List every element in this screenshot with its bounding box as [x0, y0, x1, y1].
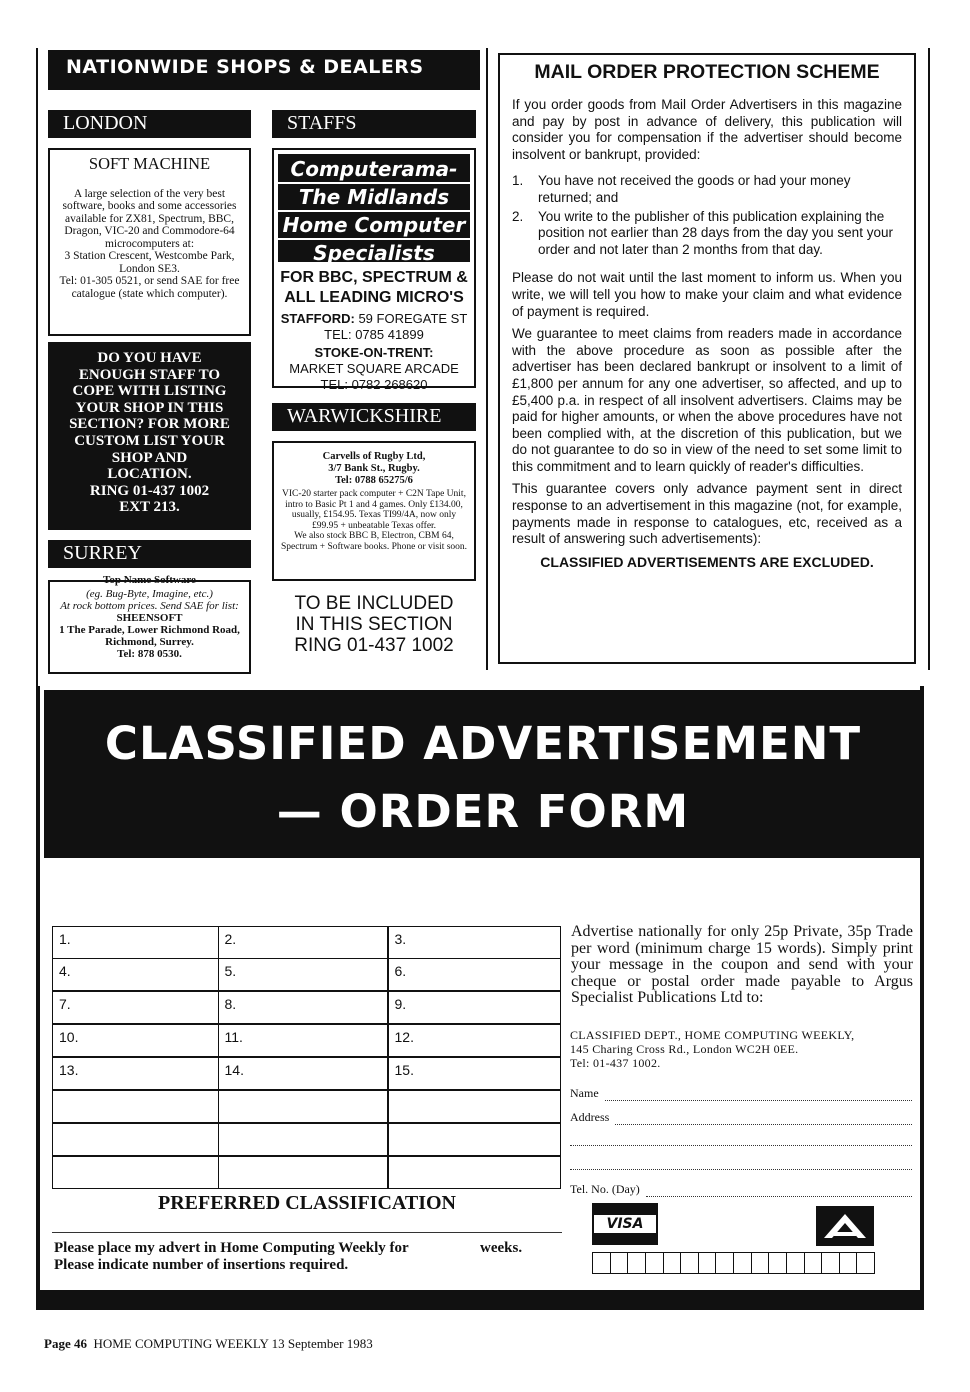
card-digit-box[interactable]: [840, 1253, 858, 1273]
london-heading: [48, 110, 251, 138]
staff-ad-line: RING 01-437 1002: [89, 482, 210, 499]
word-cell[interactable]: 5.: [218, 958, 388, 991]
include-line2: IN THIS SECTION: [295, 614, 453, 635]
word-cell[interactable]: 12.: [388, 1024, 561, 1057]
name-label: Name: [570, 1086, 599, 1100]
carvells-name: Carvells of Rugby Ltd,: [322, 451, 426, 462]
staff-ad-line: SHOP AND: [111, 449, 188, 466]
surrey-heading: [48, 540, 251, 568]
tel-line: Tel: 01-437 1002.: [570, 1056, 661, 1071]
include-line3: RING 01-437 1002: [294, 635, 454, 656]
soft-machine-address: 3 Station Crescent, Westcombe Park, London SE3.: [64, 250, 235, 275]
mops-title: MAIL ORDER PROTECTION SCHEME: [534, 61, 880, 83]
banner-line1: CLASSIFIED ADVERTISEMENT: [104, 717, 862, 770]
stoke-tel: TEL: 0782 268620: [320, 377, 428, 392]
tel-row: [570, 1182, 912, 1197]
computerama-ad: [272, 148, 476, 392]
london-heading-text: LONDON: [63, 112, 148, 134]
word-cell[interactable]: [52, 1156, 219, 1189]
card-digit-box[interactable]: [857, 1253, 874, 1273]
word-cell[interactable]: 8.: [218, 991, 388, 1024]
preferred-classification: PREFERRED CLASSIFICATION: [157, 1192, 456, 1214]
word-cell[interactable]: [218, 1090, 388, 1123]
sheensoft-legend: Top Name Software: [103, 574, 196, 586]
mops-para3: This guarantee covers only advance payment sent in direct response to an advertisement in this magazine (not, for example, payments made in response to catalogues, etc, received as a result of answering such advertisements):: [512, 481, 902, 547]
address-field-line3[interactable]: [570, 1156, 912, 1170]
logo-line: Computerama-: [278, 156, 470, 184]
mops-box: [498, 53, 916, 664]
page-number: Page 46: [44, 1336, 87, 1351]
footer-text: HOME COMPUTING WEEKLY 13 September 1983: [93, 1336, 373, 1351]
card-digit-box[interactable]: [822, 1253, 840, 1273]
surrey-heading-text: SURREY: [63, 542, 142, 564]
word-cell[interactable]: [52, 1090, 219, 1123]
insertion-line2: Please indicate number of insertions required.: [54, 1257, 349, 1273]
word-cell[interactable]: 13.: [52, 1057, 219, 1090]
mops-item-text: You write to the publisher of this publication explaining the position not earlier than 28 days from the day you sent your order and not later than 2 months from that day.: [538, 208, 893, 257]
staffs-heading-text: STAFFS: [287, 112, 357, 134]
stoke-label: STOKE-ON-TRENT:: [314, 345, 434, 360]
soft-machine-contact: Tel: 01-305 0521, or send SAE for free catalogue (state which computer).: [59, 275, 240, 300]
word-cell[interactable]: [388, 1156, 561, 1189]
mops-para2: We guarantee to meet claims from readers made in accordance with the above procedure as soon as possible after the advertiser has been declared bankrupt or insolvent to a limit of £1,800 per annum for any one advertiser, so affected, and up to £5,400 p.a. in respect of all insolvent advertisers. Claims may be paid for higher amounts, or when the above procedures have not been complied with, at the discretion of this publication, but we do not guarantee to do so in view of the need to set some limit to this commitment and to learn quickly of reader's difficulties.: [512, 326, 902, 474]
stafford-address: 59 FOREGATE ST: [358, 311, 468, 326]
card-digit-box[interactable]: [681, 1253, 699, 1273]
staff-ad-line: LOCATION.: [107, 466, 192, 483]
stafford-line: [274, 311, 474, 327]
word-cell[interactable]: 6.: [388, 958, 561, 991]
staff-ad-line: SECTION? FOR MORE: [69, 416, 230, 433]
word-cell[interactable]: [52, 1123, 219, 1156]
section-header: [48, 50, 480, 90]
word-cell[interactable]: 10.: [52, 1024, 219, 1057]
weeks-label: weeks.: [480, 1240, 523, 1256]
card-digit-box[interactable]: [664, 1253, 682, 1273]
sheensoft-ad: [48, 574, 251, 674]
insertion-text: Please place my advert in Home Computing Weekly for: [54, 1240, 409, 1256]
staff-ad-line: YOUR SHOP IN THIS: [75, 399, 224, 416]
page-footer: [44, 1336, 373, 1352]
logo-line: Specialists: [313, 241, 435, 265]
staffs-tagline2: ALL LEADING MICRO'S: [284, 289, 464, 306]
mops-item: [512, 209, 902, 259]
staff-ad: [48, 342, 251, 530]
staffs-heading: [272, 110, 476, 138]
mops-footer: CLASSIFIED ADVERTISEMENTS ARE EXCLUDED.: [540, 553, 874, 570]
address-field-line2[interactable]: [570, 1132, 912, 1146]
visa-text: VISA: [606, 1216, 644, 1232]
warwickshire-heading: [272, 403, 476, 431]
address-row: [570, 1110, 912, 1125]
card-digit-box[interactable]: [646, 1253, 664, 1273]
word-cell[interactable]: 7.: [52, 991, 219, 1024]
right-rule: [928, 48, 930, 670]
sheensoft-line1: (eg. Bug-Byte, Imagine, etc.): [86, 588, 213, 600]
tel-label: Tel. No. (Day): [570, 1182, 640, 1196]
name-row: [570, 1086, 912, 1101]
card-digit-box[interactable]: [769, 1253, 787, 1273]
mops-item-num: 2.: [512, 208, 524, 224]
word-cell[interactable]: 11.: [218, 1024, 388, 1057]
word-cell[interactable]: [218, 1123, 388, 1156]
stafford-tel: TEL: 0785 41899: [324, 327, 424, 342]
name-field[interactable]: [605, 1086, 912, 1101]
banner-line2: — ORDER FORM: [276, 785, 690, 838]
staff-ad-line: CUSTOM LIST YOUR: [74, 432, 225, 449]
access-logo: [816, 1206, 874, 1246]
card-digit-box[interactable]: [593, 1253, 611, 1273]
staffs-tagline1: FOR BBC, SPECTRUM &: [280, 269, 468, 286]
card-digit-box[interactable]: [752, 1253, 770, 1273]
dept-line: CLASSIFIED DEPT., HOME COMPUTING WEEKLY,: [570, 1028, 855, 1042]
carvells-ad: [272, 441, 476, 581]
sheensoft-address: 1 The Parade, Lower Richmond Road, Richmond, Surrey.: [59, 624, 240, 648]
word-cell[interactable]: 14.: [218, 1057, 388, 1090]
word-cell[interactable]: [388, 1090, 561, 1123]
logo-line: Home Computer: [278, 212, 470, 240]
card-digit-box[interactable]: [699, 1253, 717, 1273]
word-cell[interactable]: 3.: [388, 926, 561, 959]
addr-line: 145 Charing Cross Rd., London WC2H 0EE.: [570, 1042, 799, 1057]
order-address: [570, 1028, 915, 1071]
carvells-body2: We also stock BBC B, Electron, CBM 64, Spectrum + Software books. Phone or visit soon.: [280, 531, 468, 552]
logo-line: The Midlands: [278, 184, 470, 212]
card-digit-box[interactable]: [787, 1253, 805, 1273]
sheensoft-name: SHEENSOFT: [116, 612, 183, 624]
word-cell[interactable]: 15.: [388, 1057, 561, 1090]
mops-item: [512, 173, 902, 206]
staff-ad-line: COPE WITH LISTING: [72, 383, 227, 400]
computerama-logo: [278, 154, 470, 265]
center-rule: [486, 48, 488, 670]
card-number-boxes[interactable]: [592, 1252, 875, 1274]
card-digit-box[interactable]: [734, 1253, 752, 1273]
mops-para1: Please do not wait until the last moment to inform us. When you write, we will tell you how to make your claim and what evidence of payment is required.: [512, 270, 902, 319]
card-digit-box[interactable]: [628, 1253, 646, 1273]
stoke-address: MARKET SQUARE ARCADE: [289, 361, 459, 376]
card-digit-box[interactable]: [716, 1253, 734, 1273]
access-icon: [816, 1206, 874, 1246]
word-cell[interactable]: 4.: [52, 958, 219, 991]
carvells-tel: Tel: 0788 65275/6: [335, 475, 413, 486]
insertion-line1: [54, 1240, 554, 1257]
card-digit-box[interactable]: [611, 1253, 629, 1273]
sheensoft-tel: Tel: 878 0530.: [117, 648, 182, 660]
include-line1: TO BE INCLUDED: [294, 593, 454, 614]
staff-ad-line: EXT 213.: [119, 499, 180, 516]
computerama-details: [274, 268, 474, 393]
visa-logo: [592, 1203, 658, 1245]
order-form-bottom-bar: [36, 1290, 924, 1310]
order-form-banner: [44, 690, 922, 858]
staff-ad-line: ENOUGH STAFF TO: [78, 366, 221, 383]
mops-intro: If you order goods from Mail Order Advertisers in this magazine and pay by post in advance of delivery, this publication will consider you for compensation if the advertiser should become insolvent or bankrupt, provided:: [512, 97, 902, 162]
mops-item-num: 1.: [512, 173, 524, 189]
card-digit-box[interactable]: [805, 1253, 823, 1273]
mops-item-text: You have not received the goods or had your money returned; and: [538, 173, 851, 205]
carvells-body: VIC-20 starter pack computer + C2N Tape Unit, intro to Basic Pt 1 and 4 games. Only £134.00, usually, £154.95. Texas TI99/4A, now only £99.95 + unbeatable Texas offer.: [282, 489, 466, 531]
section-title: NATIONWIDE SHOPS & DEALERS: [66, 56, 424, 78]
include-note: [272, 593, 476, 656]
tel-field[interactable]: [646, 1182, 912, 1197]
word-cell[interactable]: [388, 1123, 561, 1156]
word-cell[interactable]: 2.: [218, 926, 388, 959]
soft-machine-name: SOFT MACHINE: [88, 154, 211, 173]
word-cell[interactable]: [218, 1156, 388, 1189]
sheensoft-line2: At rock bottom prices. Send SAE for list:: [60, 600, 239, 612]
soft-machine-ad: [48, 148, 251, 336]
address-label: Address: [570, 1110, 610, 1124]
preferred-classification-line[interactable]: [52, 1232, 562, 1233]
stafford-label: STAFFORD:: [280, 311, 355, 326]
address-field[interactable]: [615, 1110, 912, 1125]
warwickshire-heading-text: WARWICKSHIRE: [287, 405, 442, 427]
staff-ad-line: DO YOU HAVE: [97, 350, 202, 366]
order-info: Advertise nationally for only 25p Private, 35p Trade per word (minimum charge 15 words). Simply print your message in the coupon and send with your cheque or postal order made payable to Argus Specialist Publications Ltd to:: [571, 923, 913, 1007]
soft-machine-body: A large selection of the very best software, books and some accessories available for ZX81, Spectrum, BBC, Dragon, VIC-20 and Commodore-64 microcomputers at:: [62, 187, 237, 250]
word-cell[interactable]: 1.: [52, 926, 219, 959]
word-cell[interactable]: 9.: [388, 991, 561, 1024]
carvells-address: 3/7 Bank St., Rugby.: [328, 463, 420, 474]
